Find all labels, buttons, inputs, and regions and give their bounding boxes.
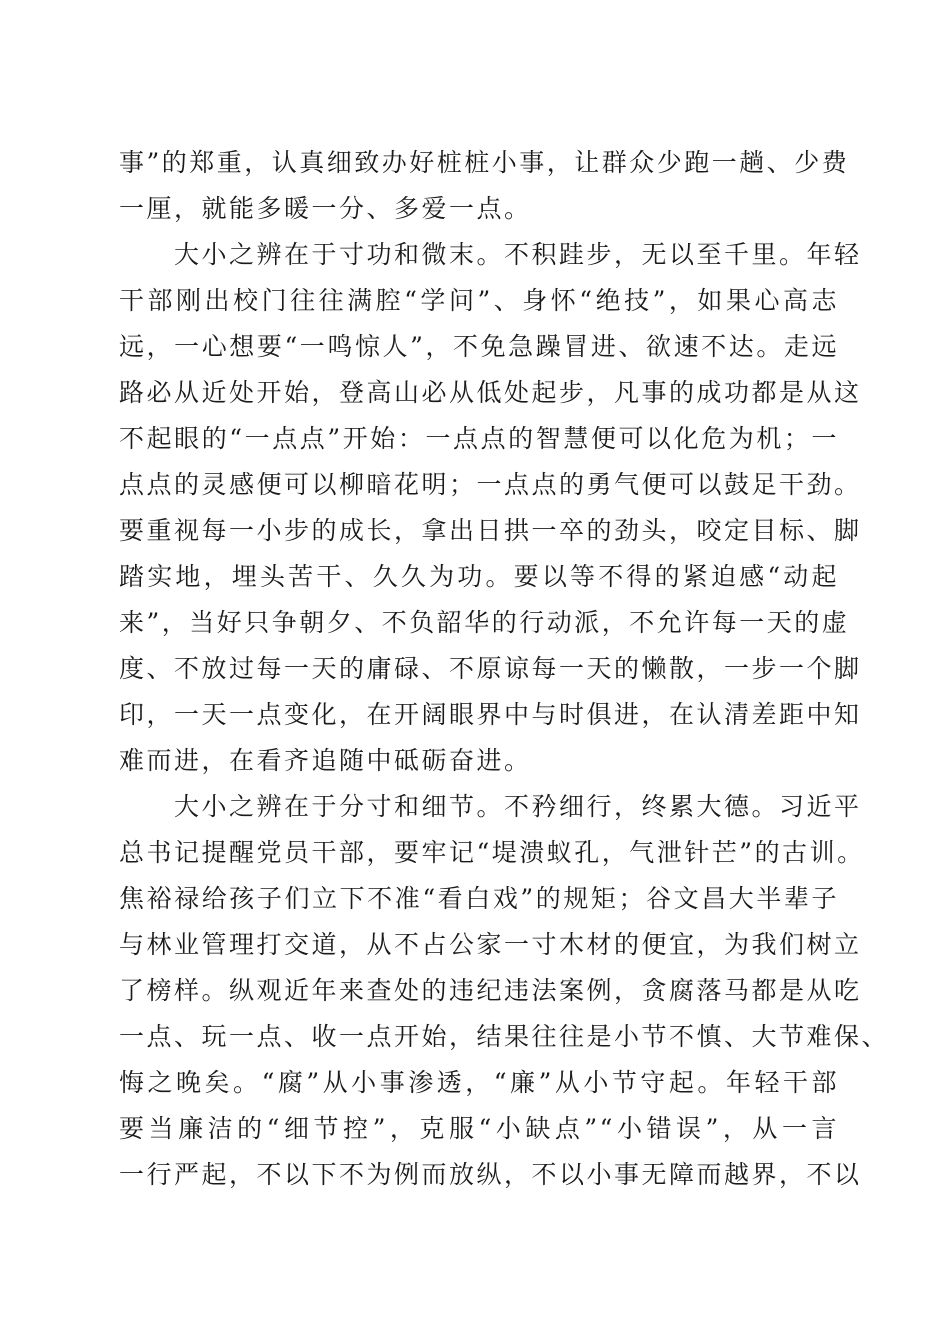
text-line: 路必从近处开始，登高山必从低处起步，凡事的成功都是从这 bbox=[119, 378, 862, 407]
text-line: 要当廉洁的“细节控”，克服“小缺点”“小错误”，从一言 bbox=[119, 1114, 839, 1143]
text-line: 一厘，就能多暖一分、多爱一点。 bbox=[119, 194, 532, 223]
text-line: 一行严起，不以下不为例而放纵，不以小事无障而越界，不以 bbox=[119, 1160, 862, 1189]
text-line: 大小之辨在于分寸和细节。不矜细行，终累大德。习近平 bbox=[174, 792, 862, 821]
text-line: 远，一心想要“一鸣惊人”，不免急躁冒进、欲速不达。走远 bbox=[119, 332, 839, 361]
text-line: 来”，当好只争朝夕、不负韶华的行动派，不允许每一天的虚 bbox=[119, 608, 850, 637]
text-line: 要重视每一小步的成长，拿出日拱一卒的劲头，咬定目标、脚 bbox=[119, 516, 862, 545]
paragraph-2 bbox=[119, 232, 862, 784]
text-line: 度、不放过每一天的庸碌、不原谅每一天的懒散，一步一个脚 bbox=[119, 654, 862, 683]
text-line: 焦裕禄给孩子们立下不准“看白戏”的规矩；谷文昌大半辈子 bbox=[119, 884, 839, 913]
text-line: 大小之辨在于寸功和微末。不积跬步，无以至千里。年轻 bbox=[174, 240, 862, 269]
text-line: 干部刚出校门往往满腔“学问”、身怀“绝技”，如果心高志 bbox=[119, 286, 839, 315]
text-line: 事”的郑重，认真细致办好桩桩小事，让群众少跑一趟、少费 bbox=[119, 148, 850, 177]
text-line: 点点的灵感便可以柳暗花明；一点点的勇气便可以鼓足干劲。 bbox=[119, 470, 862, 499]
text-line: 印，一天一点变化，在开阔眼界中与时俱进，在认清差距中知 bbox=[119, 700, 862, 729]
text-line: 踏实地，埋头苦干、久久为功。要以等不得的紧迫感“动起 bbox=[119, 562, 839, 591]
document-body bbox=[119, 140, 890, 1198]
text-line: 难而进，在看齐追随中砥砺奋进。 bbox=[119, 746, 532, 775]
text-line: 与林业管理打交道，从不占公家一寸木材的便宜，为我们树立 bbox=[119, 930, 862, 959]
paragraph-3 bbox=[119, 784, 890, 1198]
text-line: 总书记提醒党员干部，要牢记“堤溃蚁孔，气泄针芒”的古训。 bbox=[119, 838, 865, 867]
text-line: 一点、玩一点、收一点开始，结果往往是小节不慎、大节难保、 bbox=[119, 1022, 890, 1051]
text-line: 不起眼的“一点点”开始：一点点的智慧便可以化危为机；一 bbox=[119, 424, 839, 453]
text-line: 了榜样。纵观近年来查处的违纪违法案例，贪腐落马都是从吃 bbox=[119, 976, 862, 1005]
paragraph-1 bbox=[119, 140, 850, 232]
text-line: 悔之晚矣。“腐”从小事渗透，“廉”从小节守起。年轻干部 bbox=[119, 1068, 839, 1097]
